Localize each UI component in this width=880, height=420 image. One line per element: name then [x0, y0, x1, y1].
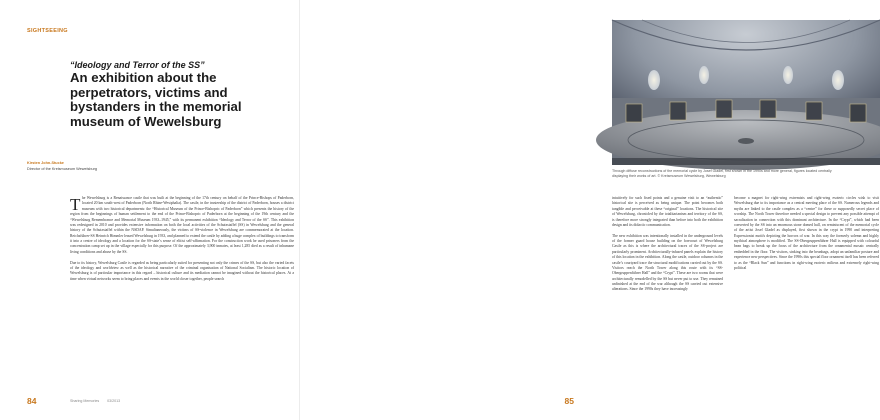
page-number-right: 85 [564, 396, 574, 406]
drop-cap: T [70, 195, 81, 214]
body-column-right-1 [612, 196, 723, 298]
author-name: Kirsten John-Stucke [27, 161, 64, 165]
running-footer [70, 399, 120, 403]
body-paragraph: The Wewelsburg is a Renaissance castle that was built at the beginning of the 17th century on behalf of the Prince-Bishops of Paderborn, located 20 km south-west of Paderborn (North Rhine-Westphalia). The castle, in the trusteeship of the district of Paderborn, houses a district museum with two historical departments: the “Historical Museum of the Prince-Bishopric of Paderborn” which presents the history of the region from the beginnings of human settlement to the end of the Prince-Bishopric of Paderborn at the beginning of the 19th century and the “Wewelsburg Remembrance and Memorial Museum 1933–1945,” with its permanent exhibition “Ideology and Terror of the SS”. This exhibition was redesigned in 2010 and provides extensive information on both the local activities of the Schutzstaffel (SS) in Wewelsburg and the general history of the Schutzstaffel within the NSDAP. Simultaneously, the victims of SS-violence in Wewelsburg are commemorated at the location. Reichsführer-SS Heinrich Himmler leased Wewelsburg in 1933, and planned to extend the castle by adding a huge complex of buildings to transform it into a centre of ideology and a location for the SS-state’s sense of elitist self-affirmation. For the construction work he used prisoners from the concentration camp set up in the village especially for this purpose. Of the approximately 3,900 inmates, at least 1,285 died as a result of inhumane living conditions and abuse by the SS. [70, 195, 295, 254]
body-paragraph: become a magnet for right-wing extremists and right-wing esoteric circles wish to visit Wewelsburg due to its importance as a central meeting place of the SS. Numerous legends and myths are linked to the castle complex as a “centre” for these or supposedly secret place of worship. The North Tower therefore needed a special design to prevent any possible attempt of sacralisation in connection with this dominant architecture. In the “Crypt”, which had been converted by the SS into an enormous stone domed hall, on reminiscent of the memorial cycle of the artist Josef Gladel as displayed, first shown in the crypt in 1990 and interpreting Expressionist motifs depicting the horrors of war. In this way the formerly solemn and highly mythical atmosphere is modified. The SS-Obergruppenführer Hall is equipped with colourful bean bags to break up the focus of the architecture from the ornamental mosaic centrally embedded in the floor. The visitors, sinking into the beanbags, adopt an unfamiliar posture and experience new perspectives. Since the 1990s this special floor ornament itself has been referred to as the “Black Sun” and functions in right-wing esoteric milieus and extremely right-wing political [734, 196, 879, 270]
body-paragraph: The new exhibition was intentionally installed in the underground levels of the former guard house building on the forecourt of Wewelsburg Castle as this is where the architectural traces of the SS-project are particularly prominent. Architecturally-infused panels explain the history of this location in the exhibition. Along the castle, outdoor columns in the castle’s courtyard trace the structural modifications carried out by the SS. Visitors reach the North Tower along this route with its “SS-Obergruppenführer Hall” and the “Crypt”. These are two rooms that were architecturally remodelled by the SS but never put to use. They remained unfinished at the end of the war although the SS carried out extensive alterations. Since the 1990s they have increasingly [612, 233, 723, 292]
page-number-left: 84 [27, 396, 37, 406]
section-label: SIGHTSEEING [27, 28, 68, 34]
crypt-photo [612, 20, 880, 165]
right-page [300, 0, 879, 420]
body-paragraph: intuitively for such fixed points and a genuine visit to an “authentic” historical site is perceived as being unique. The point becomes both tangible and perceivable at these “original” locations. The historical site of Wewelsburg, chronicled by the totalitarianism and territory of the SS, is therefore more strongly integrated than before into both the exhibition design and its didactic communication. [612, 196, 723, 227]
left-page [0, 0, 300, 420]
photo-caption: Through diffuse reconstructions of the memorial cycle by Josef Gladel, first shown in the 1990s and more general, figures located centrally displaying their works of art. © Kreismuseum Wewelsburg, Wewelsburg [612, 169, 832, 178]
body-paragraph: Due to its history, Wewelsburg Castle is regarded as being particularly suited for presenting not only the crimes of the SS, but also the varied facets of the ideology and worldview as well as the historical narrative of the criminal organisation of National Socialism. The historic location of Wewelsburg is of particular importance in this regard – historical culture and its mediation cannot be imagined without the historical places. At a time when virtual networks seem to bring places and events in the world closer together, people search [70, 260, 294, 281]
running-head: Sharing Memories [70, 399, 100, 403]
crypt-photo-image [612, 20, 880, 165]
body-column-left [70, 196, 294, 287]
headline-title: An exhibition about the perpetrators, victims and bystanders in the memorial museum of Wewelsburg [70, 70, 242, 129]
author-block [27, 161, 97, 172]
headline-subtitle: “Ideology and Terror of the SS” [70, 60, 205, 70]
author-role: Director of the Kreismuseum Wewelsburg [27, 166, 97, 171]
issue-number: 03/2013 [107, 399, 121, 403]
article-headline [70, 60, 270, 129]
body-column-right-2 [734, 196, 879, 277]
